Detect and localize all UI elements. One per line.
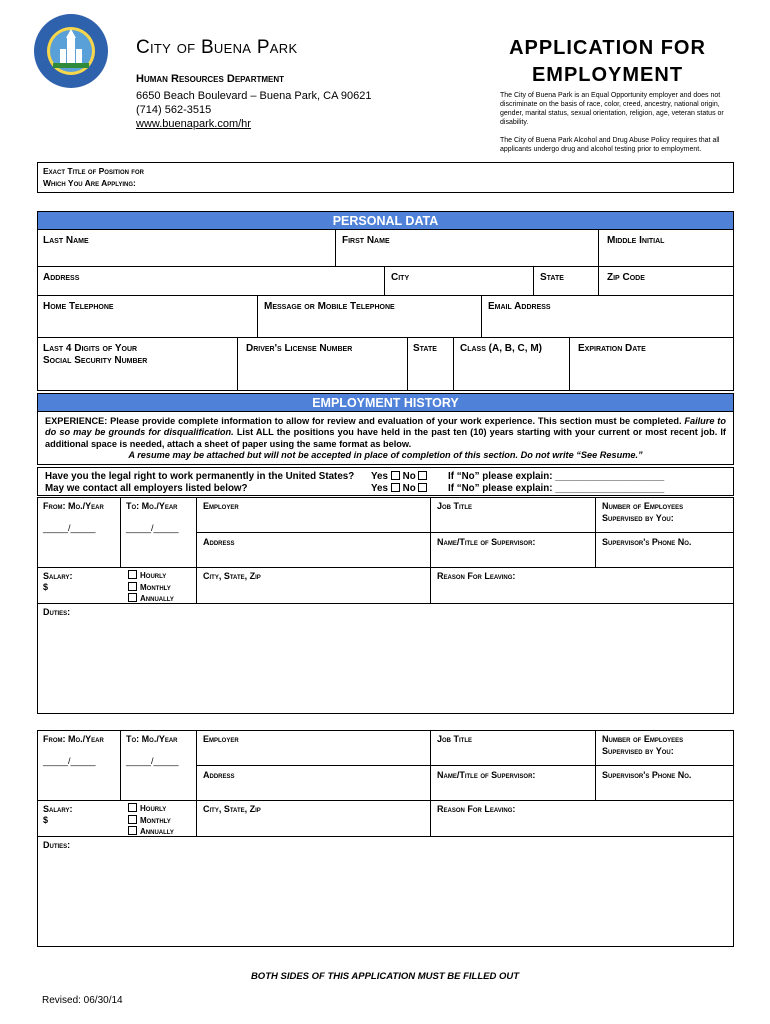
employer-1-reason-label: Reason For Leaving:: [437, 571, 516, 581]
experience-warning: Failure to do so may be grounds for disqualification.: [45, 416, 726, 438]
employer-2-employer-field[interactable]: [197, 730, 431, 766]
resume-note: A resume may be attached but will not be accepted in place of completion of this section. Do not write “See Resume.”: [128, 450, 643, 461]
employer-1-annually-label: Annually: [140, 594, 174, 603]
department-address: 6650 Beach Boulevard – Buena Park, CA 90621: [136, 90, 372, 102]
legal-right-answers: [371, 471, 430, 482]
employer-1-monthly-label: Monthly: [140, 582, 171, 592]
employer-1-hourly-checkbox[interactable]: [128, 570, 137, 579]
license-state-field[interactable]: [408, 338, 454, 391]
contact-yes-checkbox[interactable]: [391, 483, 400, 492]
state-field[interactable]: [534, 267, 599, 296]
employer-2-address-label: Address: [203, 770, 235, 780]
drug-policy-statement: The City of Buena Park Alcohol and Drug Abuse Policy requires that all applicants undergo drug and alcohol testing prior to employment.: [500, 137, 720, 153]
address-label: Address: [43, 272, 80, 283]
zip-label: Zip Code: [607, 272, 645, 283]
email-field[interactable]: [482, 296, 734, 338]
employer-2-employer-label: Employer: [203, 734, 239, 744]
employer-2-to-label: To: Mo./Year: [126, 734, 178, 744]
employer-1-pay-period-options: [128, 570, 174, 605]
employer-2-reason-field[interactable]: [431, 801, 734, 837]
employer-2-salary-field[interactable]: [37, 801, 197, 837]
employer-1-to-date: _____/_____: [126, 523, 179, 533]
last-name-field[interactable]: [37, 229, 336, 267]
employer-1-supervisor-phone-label: Supervisor's Phone No.: [602, 537, 692, 547]
employer-2-hourly-checkbox[interactable]: [128, 803, 137, 812]
employer-2-hourly-label: Hourly: [140, 804, 167, 813]
city-seal-logo: [33, 13, 109, 89]
contact-explain[interactable]: If “No” please explain: ____________________: [448, 483, 665, 494]
legal-right-question: Have you the legal right to work permanently in the United States?: [45, 471, 355, 482]
employer-1-monthly-checkbox[interactable]: [128, 582, 137, 591]
both-sides-notice: BOTH SIDES OF THIS APPLICATION MUST BE FILLED OUT: [250, 971, 520, 982]
employer-1-from-label: From: Mo./Year: [43, 501, 104, 511]
employer-1-dollar-label: $: [43, 582, 49, 592]
employer-2-supervisor-phone-label: Supervisor's Phone No.: [602, 770, 692, 780]
zip-field[interactable]: [599, 267, 734, 296]
employer-1-to-field[interactable]: [121, 497, 197, 568]
employer-2-job-title-label: Job Title: [437, 734, 473, 744]
employer-2-job-title-field[interactable]: [431, 730, 596, 766]
employer-2-supervisor-name-label: Name/Title of Supervisor:: [437, 770, 536, 780]
expiration-field[interactable]: [570, 338, 734, 391]
employer-2-duties-label: Duties:: [43, 840, 71, 850]
license-label: Driver's License Number: [246, 343, 353, 354]
position-label-line1: Exact Title of Position for: [43, 166, 144, 176]
contact-no-checkbox[interactable]: [418, 483, 427, 492]
form-title-line1: APPLICATION FOR: [509, 37, 706, 59]
employer-2-annually-checkbox[interactable]: [128, 826, 137, 835]
employer-1-annually-checkbox[interactable]: [128, 593, 137, 602]
employer-2-address-field[interactable]: [197, 766, 431, 801]
employer-2-num-employees-label-2: Supervised by You:: [602, 746, 674, 756]
middle-initial-label: Middle Initial: [607, 235, 665, 246]
experience-text: EXPERIENCE: Please provide complete information to allow for review and evaluation of your work experience. This section must be completed.: [45, 416, 682, 426]
employer-1-from-field[interactable]: [37, 497, 121, 568]
employer-1-supervisor-name-label: Name/Title of Supervisor:: [437, 537, 536, 547]
personal-data-heading: PERSONAL DATA: [37, 211, 734, 230]
work-questions: [37, 467, 734, 496]
yes-label: Yes: [371, 471, 388, 482]
address-field[interactable]: [37, 267, 385, 296]
employment-history-heading: EMPLOYMENT HISTORY: [37, 393, 734, 412]
employer-2-city-state-zip-label: City, State, Zip: [203, 804, 261, 814]
employer-2-reason-label: Reason For Leaving:: [437, 804, 516, 814]
expiration-label: Expiration Date: [578, 343, 646, 354]
no-label: No: [402, 483, 416, 494]
eeo-statement: The City of Buena Park is an Equal Opportunity employer and does not discriminate on the basis of race, color, creed, ancestry, national origin, gender, marital status, sexual orientation, religion, age, veteran status or disability.: [500, 92, 724, 126]
employer-1-num-employees-field[interactable]: [596, 497, 734, 533]
employer-2-to-date: _____/_____: [126, 756, 179, 766]
employer-1-city-state-zip-field[interactable]: [197, 568, 431, 604]
form-title-line2: EMPLOYMENT: [531, 64, 684, 86]
state-label: State: [540, 272, 564, 283]
department-website[interactable]: www.buenapark.com/hr: [136, 118, 251, 130]
employer-1-employer-field[interactable]: [197, 497, 431, 533]
license-field[interactable]: [238, 338, 408, 391]
revised-date: Revised: 06/30/14: [42, 995, 123, 1006]
position-label-line2: Which You Are Applying:: [43, 178, 136, 188]
last-name-label: Last Name: [43, 235, 89, 246]
home-phone-field[interactable]: [37, 296, 258, 338]
employer-1-job-title-field[interactable]: [431, 497, 596, 533]
employer-1-city-state-zip-label: City, State, Zip: [203, 571, 261, 581]
employer-2-pay-period-options: [128, 803, 174, 838]
contact-answers: [371, 483, 430, 494]
employer-1-supervisor-phone-field[interactable]: [596, 533, 734, 568]
employer-1-num-employees-label-1: Number of Employees: [602, 501, 684, 511]
employer-2-supervisor-name-field[interactable]: [431, 766, 596, 801]
experience-instructions: [37, 411, 734, 465]
ssn-field[interactable]: [37, 338, 238, 391]
employer-1-supervisor-name-field[interactable]: [431, 533, 596, 568]
employer-1-salary-label: Salary:: [43, 571, 73, 581]
employer-1-hourly-label: Hourly: [140, 571, 167, 580]
employer-1-from-date: _____/_____: [43, 523, 96, 533]
legal-right-no-checkbox[interactable]: [418, 471, 427, 480]
employer-2-city-state-zip-field[interactable]: [197, 801, 431, 837]
license-state-label: State: [413, 343, 437, 354]
middle-initial-field[interactable]: [599, 229, 734, 267]
license-class-field[interactable]: [454, 338, 570, 391]
employer-2-supervisor-phone-field[interactable]: [596, 766, 734, 801]
first-name-label: First Name: [342, 235, 390, 246]
employer-1-to-label: To: Mo./Year: [126, 501, 178, 511]
ssn-label-line1: Last 4 Digits of Your: [43, 343, 138, 354]
home-phone-label: Home Telephone: [43, 301, 114, 312]
employer-2-duties-field[interactable]: [37, 837, 734, 947]
city-label: City: [391, 272, 410, 283]
employer-2-to-field[interactable]: [121, 730, 197, 801]
legal-right-explain[interactable]: If “No” please explain: ____________________: [448, 471, 665, 482]
employer-1-address-label: Address: [203, 537, 235, 547]
employer-1-employer-label: Employer: [203, 501, 239, 511]
department-phone: (714) 562-3515: [136, 104, 212, 116]
employer-1-address-field[interactable]: [197, 533, 431, 568]
department-name: Human Resources Department: [136, 73, 285, 85]
yes-label: Yes: [371, 483, 388, 494]
ssn-label-line2: Social Security Number: [43, 355, 148, 366]
city-name: City of Buena Park: [136, 37, 298, 58]
employer-1-num-employees-label-2: Supervised by You:: [602, 513, 674, 523]
mobile-phone-field[interactable]: [258, 296, 482, 338]
employer-2-salary-label: Salary:: [43, 804, 73, 814]
employer-2-num-employees-field[interactable]: [596, 730, 734, 766]
employer-2-annually-label: Annually: [140, 827, 174, 836]
employer-1-duties-field[interactable]: [37, 604, 734, 714]
position-title-field[interactable]: [37, 162, 734, 193]
license-class-label: Class (A, B, C, M): [460, 343, 542, 354]
email-label: Email Address: [488, 301, 551, 312]
employer-1-job-title-label: Job Title: [437, 501, 473, 511]
employer-2-dollar-label: $: [43, 815, 49, 825]
employer-2-monthly-checkbox[interactable]: [128, 815, 137, 824]
employer-2-monthly-label: Monthly: [140, 815, 171, 825]
employer-1-reason-field[interactable]: [431, 568, 734, 604]
experience-text-2: List ALL the positions you have held in the past ten (10) years starting with your current or most recent job. If additional space is needed, attach a sheet of paper using the same format as below.: [45, 427, 726, 449]
legal-right-yes-checkbox[interactable]: [391, 471, 400, 480]
no-label: No: [402, 471, 416, 482]
city-field[interactable]: [385, 267, 534, 296]
employer-1-duties-label: Duties:: [43, 607, 71, 617]
contact-employers-question: May we contact all employers listed below?: [45, 483, 248, 494]
employer-2-from-date: _____/_____: [43, 756, 96, 766]
mobile-phone-label: Message or Mobile Telephone: [264, 301, 395, 312]
employer-2-num-employees-label-1: Number of Employees: [602, 734, 684, 744]
first-name-field[interactable]: [336, 229, 599, 267]
employer-1-salary-field[interactable]: [37, 568, 197, 604]
employer-2-from-label: From: Mo./Year: [43, 734, 104, 744]
employer-2-from-field[interactable]: [37, 730, 121, 801]
